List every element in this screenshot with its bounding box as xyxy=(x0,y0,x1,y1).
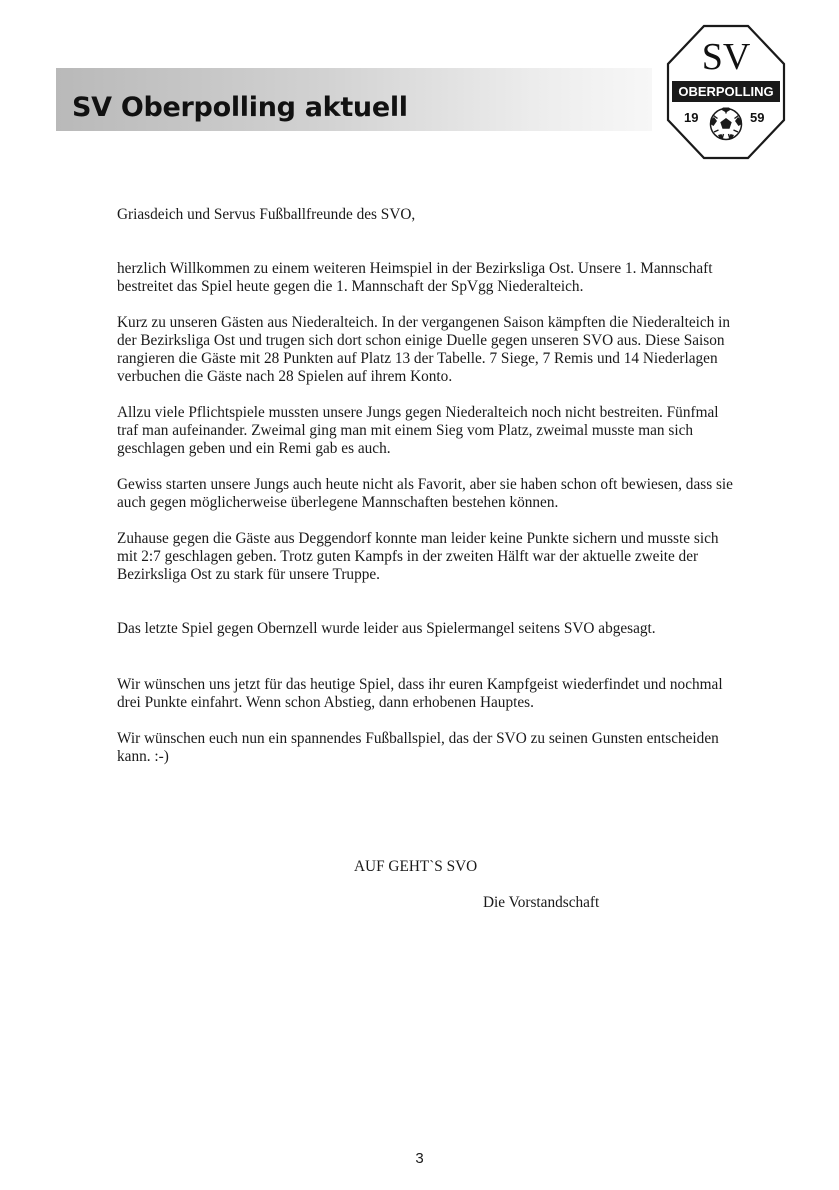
logo-club-name: OBERPOLLING xyxy=(672,81,780,102)
letter-paragraph: Allzu viele Pflichtspiele mussten unsere Jungs gegen Niederalteich noch nicht bestreiten. Fünfmal traf man aufeinander. Zweimal ging man mit einem Sieg vom Platz, zweimal musste man sich geschlagen geben und ein Remi gab es auch. xyxy=(117,404,719,457)
logo-year-right: 59 xyxy=(750,110,765,125)
letter-greeting: Griasdeich und Servus Fußballfreunde des SVO, xyxy=(117,206,416,223)
letter-paragraph: Zuhause gegen die Gäste aus Deggendorf konnte man leider keine Punkte sichern und musste sich mit 2:7 geschlagen geben. Trotz guten Kampfs in der zweiten Hälft war der aktuelle zweite der Bezirksliga Ost zu stark für unsere Truppe. xyxy=(117,530,719,583)
club-logo xyxy=(666,24,786,160)
page-number: 3 xyxy=(415,1150,424,1167)
page-title: SV Oberpolling aktuell xyxy=(72,92,408,123)
signature: Die Vorstandschaft xyxy=(483,894,600,911)
letter-paragraph: Das letzte Spiel gegen Obernzell wurde leider aus Spielermangel seitens SVO abgesagt. xyxy=(117,620,656,637)
letter-paragraph: Gewiss starten unsere Jungs auch heute nicht als Favorit, aber sie haben schon oft bewiesen, dass sie auch gegen möglicherweise überlegene Mannschaften bestehen können. xyxy=(117,476,733,511)
letter-paragraph: Kurz zu unseren Gästen aus Niederalteich. In der vergangenen Saison kämpften die Niederalteich in der Bezirksliga Ost und trugen sich dort schon einige Duelle gegen unseren SVO aus. Diese Saison rangieren die Gäste mit 28 Punkten auf Platz 13 der Tabelle. 7 Siege, 7 Remis und 14 Niederlagen verbuchen die Gäste nach 28 Spielen auf ihrem Konto. xyxy=(117,314,731,385)
letter-paragraph: Wir wünschen uns jetzt für das heutige Spiel, dass ihr euren Kampfgeist wiederfindet und nochmal drei Punkte einfahrt. Wenn schon Abstieg, dann erhobenen Hauptes. xyxy=(117,676,723,711)
letter-body xyxy=(117,206,737,784)
letter-paragraph: herzlich Willkommen zu einem weiteren Heimspiel in der Bezirksliga Ost. Unsere 1. Mannschaft bestreitet das Spiel heute gegen die 1. Mannschaft der SpVgg Niederalteich. xyxy=(117,260,713,295)
letter-paragraph: Wir wünschen euch nun ein spannendes Fußballspiel, das der SVO zu seinen Gunsten entscheiden kann. :-) xyxy=(117,730,719,765)
logo-sv-text: SV xyxy=(701,36,751,78)
logo-year-left: 19 xyxy=(684,110,699,125)
soccer-ball-icon xyxy=(709,107,743,141)
slogan: AUF GEHT`S SVO xyxy=(354,858,478,875)
